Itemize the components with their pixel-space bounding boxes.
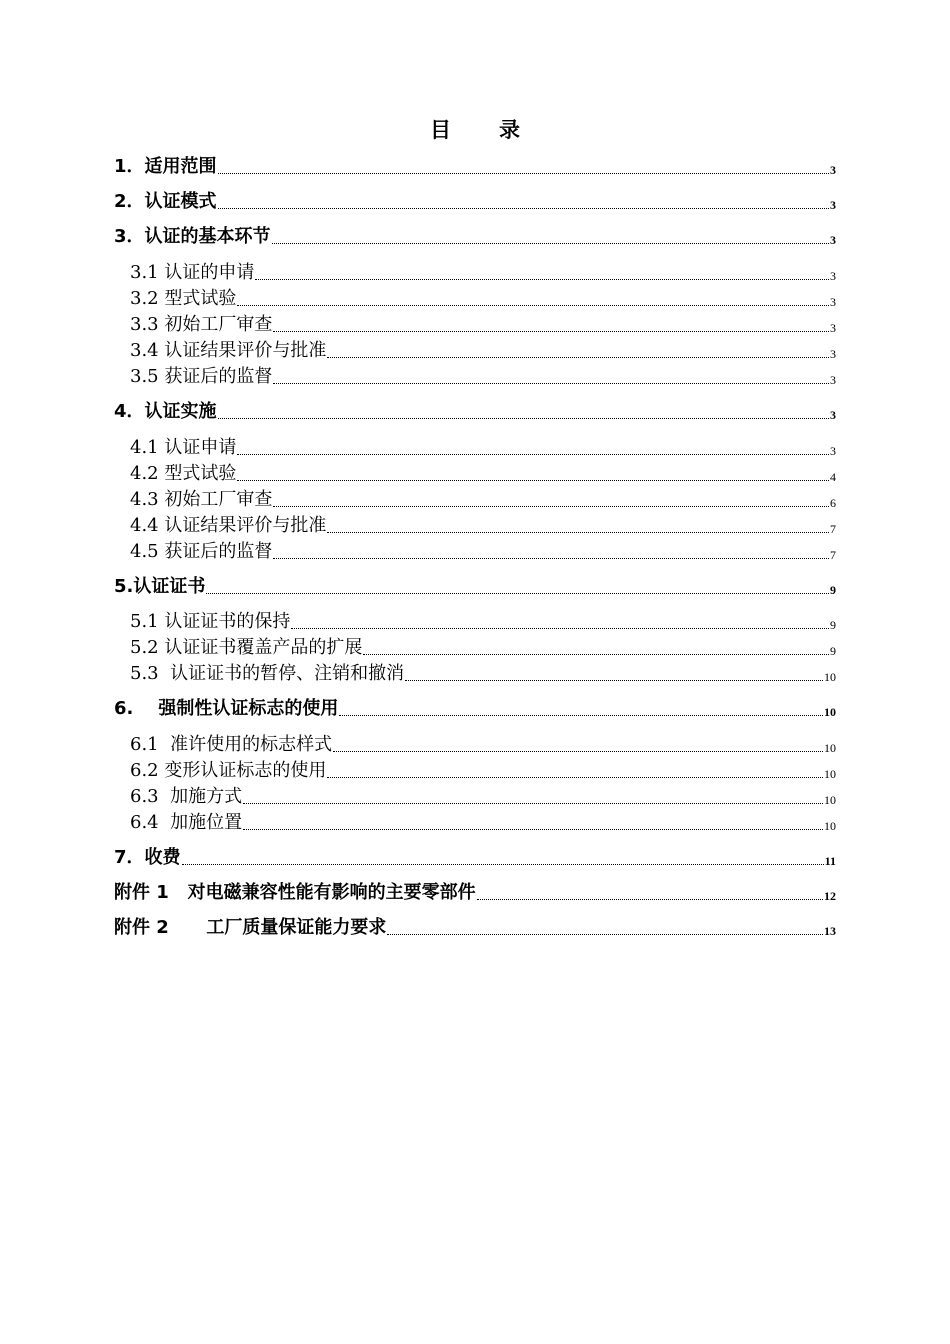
dot-leader [477,899,823,900]
toc-entry-page: 7 [830,522,836,536]
toc-entry-label: 附件 1 对电磁兼容性能有影响的主要零部件 [114,882,476,903]
toc-entry-5-2[interactable] [130,635,836,659]
toc-entry-label: 3.5 获证后的监督 [130,366,273,387]
toc-entry-5-1[interactable] [130,609,836,633]
dot-leader [327,532,829,533]
toc-entry-3-3[interactable] [130,312,836,336]
toc-title-first: 目 [430,118,451,142]
toc-entry-label: 3．认证的基本环节 [114,226,271,247]
toc-entry-label: 3.1 认证的申请 [130,262,255,283]
dot-leader [291,628,829,629]
toc-entry-4-1[interactable] [130,435,836,459]
toc-entry-4-4[interactable] [130,513,836,537]
toc-entry-5[interactable] [114,574,836,598]
dot-leader [237,305,829,306]
toc-entry-3[interactable] [114,224,836,248]
dot-leader [218,173,829,174]
toc-entry-4[interactable] [114,399,836,423]
dot-leader [243,803,823,804]
toc-entry-label: 附件 2 工厂质量保证能力要求 [114,917,387,938]
dot-leader [273,383,829,384]
toc-entry-label: 5.2 认证证书覆盖产品的扩展 [130,637,363,658]
toc-entry-page: 4 [830,470,836,484]
toc-entry-4-2[interactable] [130,461,836,485]
toc-entry-label: 5.3 认证证书的暂停、注销和撤消 [130,663,405,684]
dot-leader [218,418,829,419]
toc-entry-page: 3 [830,373,836,387]
toc-entry-label: 6.4 加施位置 [130,812,243,833]
toc-entry-page: 10 [824,819,836,833]
toc-entry-appendix-2[interactable] [114,915,836,939]
toc-title-second: 录 [499,118,520,142]
toc-entry-page: 9 [830,644,836,658]
toc-entry-5-3[interactable] [130,661,836,685]
toc-entry-6-1[interactable] [130,732,836,756]
dot-leader [237,480,829,481]
toc-entry-page: 6 [830,496,836,510]
toc-entry-page: 3 [830,269,836,283]
toc-entry-label: 6.3 加施方式 [130,786,243,807]
toc-entry-page: 3 [830,163,836,177]
toc-entry-label: 3.2 型式试验 [130,288,237,309]
toc-entry-page: 9 [830,583,836,597]
dot-leader [273,558,829,559]
toc-entry-6-4[interactable] [130,810,836,834]
dot-leader [255,279,829,280]
toc-entry-page: 3 [830,295,836,309]
toc-entry-label: 7．收费 [114,847,181,868]
dot-leader [273,331,829,332]
dot-leader [237,454,829,455]
toc-entry-3-2[interactable] [130,286,836,310]
toc-entry-label: 4．认证实施 [114,401,217,422]
toc-entry-4-5[interactable] [130,539,836,563]
toc-entry-page: 13 [824,924,836,938]
dot-leader [339,715,823,716]
toc-entry-3-4[interactable] [130,338,836,362]
toc-entry-label: 6.2 变形认证标志的使用 [130,760,327,781]
toc-entry-label: 4.3 初始工厂审查 [130,489,273,510]
toc-entry-page: 10 [824,705,836,719]
toc-entry-label: 4.5 获证后的监督 [130,541,273,562]
dot-leader [387,934,823,935]
dot-leader [272,243,829,244]
toc-entry-label: 3.3 初始工厂审查 [130,314,273,335]
toc-entry-label: 4.1 认证申请 [130,437,237,458]
toc-entry-page: 10 [824,793,836,807]
toc-entry-label: 1．适用范围 [114,156,217,177]
toc-entry-page: 10 [824,670,836,684]
toc-entry-7[interactable] [114,845,836,869]
toc-entry-label: 3.4 认证结果评价与批准 [130,340,327,361]
toc-entry-1[interactable] [114,154,836,178]
toc-entry-page: 3 [830,321,836,335]
toc-entry-label: 6.1 准许使用的标志样式 [130,734,333,755]
toc-entry-page: 3 [830,233,836,247]
toc-entry-label: 5.认证证书 [114,576,206,597]
toc-entry-3-1[interactable] [130,260,836,284]
dot-leader [182,864,824,865]
dot-leader [363,654,829,655]
toc-entry-label: 4.2 型式试验 [130,463,237,484]
toc-entry-6-3[interactable] [130,784,836,808]
toc-entry-page: 3 [830,444,836,458]
toc-entry-6-2[interactable] [130,758,836,782]
toc-entry-label: 5.1 认证证书的保持 [130,611,291,632]
toc-entry-page: 12 [824,889,836,903]
toc-entry-page: 11 [824,854,836,868]
toc-entry-4-3[interactable] [130,487,836,511]
toc-entry-page: 10 [824,767,836,781]
dot-leader [327,777,823,778]
toc-entry-page: 7 [830,548,836,562]
dot-leader [243,829,823,830]
toc-entry-page: 3 [830,408,836,422]
dot-leader [333,751,823,752]
toc-entry-label: 6. 强制性认证标志的使用 [114,698,339,719]
toc-entry-label: 4.4 认证结果评价与批准 [130,515,327,536]
dot-leader [273,506,829,507]
toc-entry-appendix-1[interactable] [114,880,836,904]
toc-entry-label: 2．认证模式 [114,191,217,212]
toc-entry-2[interactable] [114,189,836,213]
dot-leader [327,357,829,358]
toc-entry-page: 10 [824,741,836,755]
dot-leader [206,593,829,594]
dot-leader [405,680,823,681]
toc-entry-3-5[interactable] [130,364,836,388]
toc-entry-6[interactable] [114,696,836,720]
dot-leader [218,208,829,209]
toc-entry-page: 3 [830,198,836,212]
toc-entry-page: 3 [830,347,836,361]
toc-entry-page: 9 [830,618,836,632]
